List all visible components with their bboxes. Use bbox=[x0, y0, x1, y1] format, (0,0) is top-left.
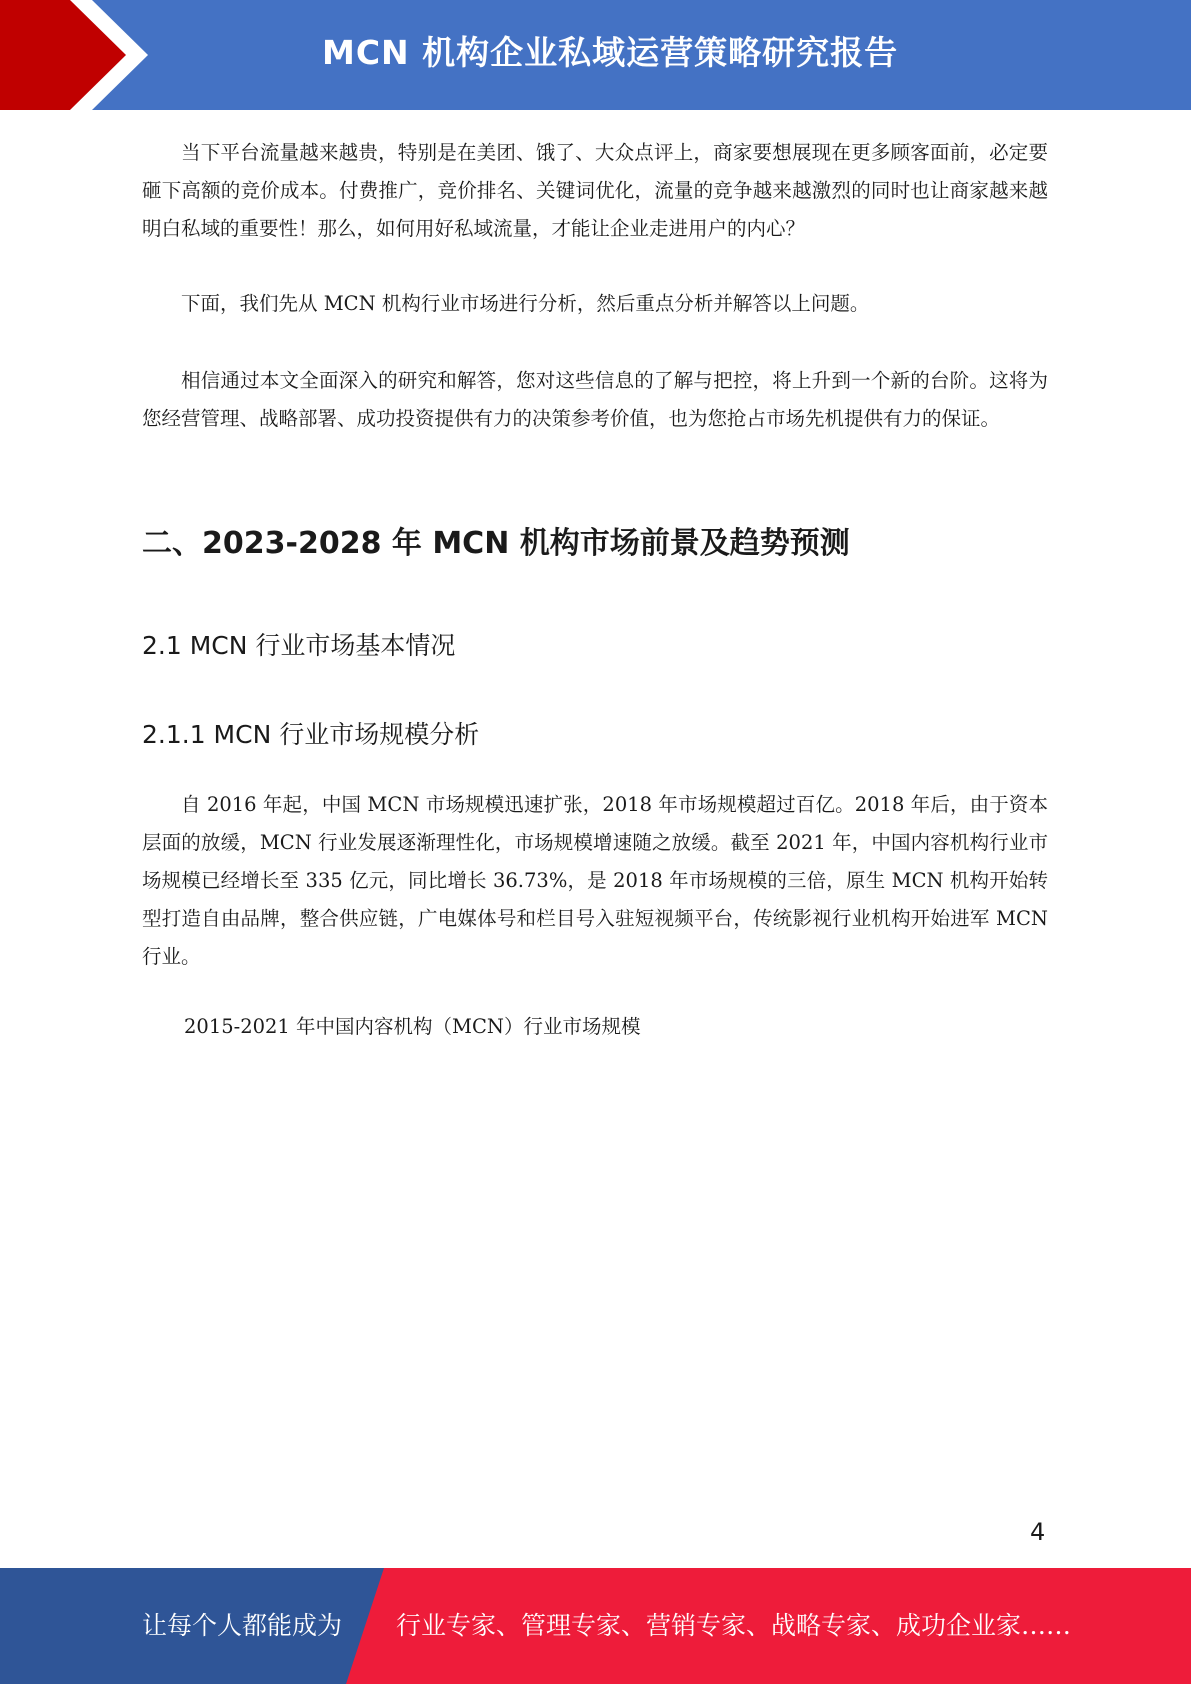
page-number: 4 bbox=[1030, 1518, 1046, 1546]
report-title: MCN 机构企业私域运营策略研究报告 bbox=[322, 33, 899, 72]
intro-paragraph-3: 相信通过本文全面深入的研究和解答，您对这些信息的了解与把控，将上升到一个新的台阶。这将为您经营管理、战略部署、成功投资提供有力的决策参考价值，也为您抢占市场先机提供有力的保证。 bbox=[142, 369, 1048, 430]
footer-slogan-right: 行业专家、管理专家、营销专家、战略专家、成功企业家…… bbox=[396, 1611, 1072, 1640]
intro-paragraph-1: 当下平台流量越来越贵，特别是在美团、饿了、大众点评上，商家要想展现在更多顾客面前，必定要砸下高额的竞价成本。付费推广，竞价排名、关键词优化，流量的竞争越来越激烈的同时也让商家越来越明白私域的重要性！那么，如何用好私域流量，才能让企业走进用户的内心？ bbox=[142, 141, 1048, 240]
footer-slogan-left: 让每个人都能成为 bbox=[142, 1611, 343, 1640]
subsubsection-heading: 2.1.1 MCN 行业市场规模分析 bbox=[142, 720, 480, 749]
header-arrow-decoration bbox=[0, 0, 160, 110]
subsection-heading: 2.1 MCN 行业市场基本情况 bbox=[142, 631, 456, 660]
page-header bbox=[0, 0, 1191, 110]
intro-paragraph-2: 下面，我们先从 MCN 机构行业市场进行分析，然后重点分析并解答以上问题。 bbox=[181, 292, 870, 315]
page-footer bbox=[0, 1568, 1191, 1684]
figure-caption: 2015-2021 年中国内容机构（MCN）行业市场规模 bbox=[184, 1015, 641, 1038]
section-heading: 二、2023-2028 年 MCN 机构市场前景及趋势预测 bbox=[142, 526, 850, 561]
market-size-paragraph: 自 2016 年起，中国 MCN 市场规模迅速扩张，2018 年市场规模超过百亿。2018 年后，由于资本层面的放缓，MCN 行业发展逐渐理性化，市场规模增速随之放缓。截至 2021 年，中国内容机构行业市场规模已经增长至 335 亿元，同比增长 36.73%，是 2018 年市场规模的三倍，原生 MCN 机构开始转型打造自由品牌，整合供应链，广电媒体号和栏目号入驻短视频平台，传统影视行业机构开始进军 MCN 行业。 bbox=[142, 793, 1048, 968]
